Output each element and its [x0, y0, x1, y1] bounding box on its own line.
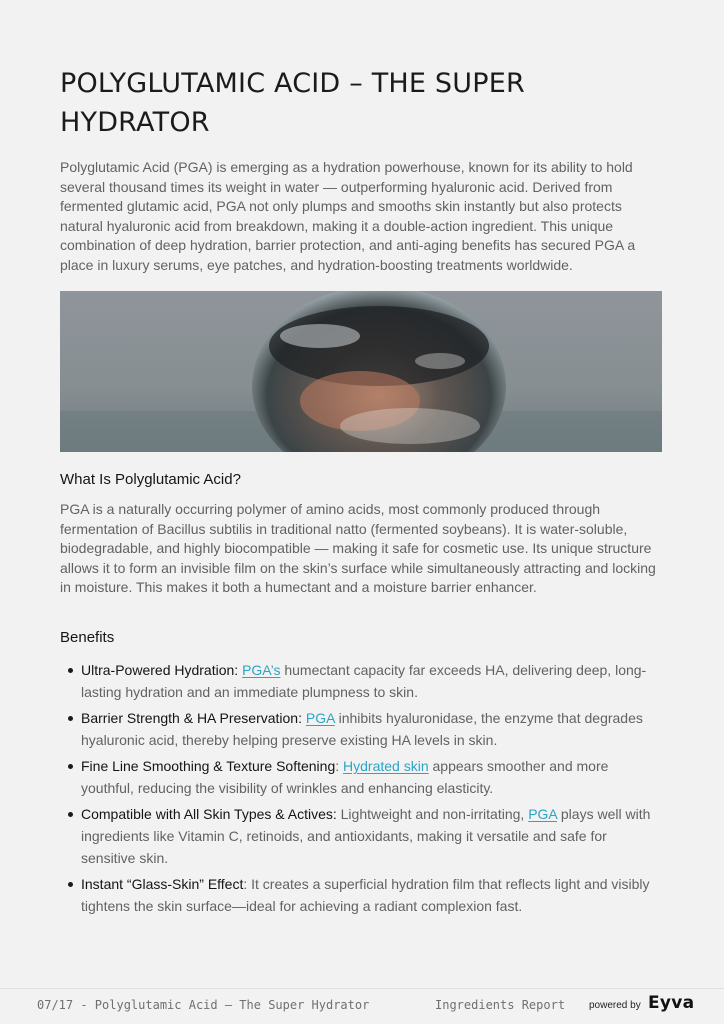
footer-report-label: Ingredients Report [435, 998, 566, 1012]
benefit-text: plays well with ingredients like Vitamin C, retinoids, and antioxidants, making it versatile and safe for sensitive skin. [81, 806, 651, 866]
benefit-link[interactable]: PGA [305, 710, 335, 726]
intro-paragraph: Polyglutamic Acid (PGA) is emerging as a hydration powerhouse, known for its ability to hold several thousand times its weight in water — outperforming hyaluronic acid. Derived from fermented glutamic acid, PGA not only plumps and smooths skin instantly but also protects natural hyaluronic acid from breakdown, making it a double-action ingredient. This unique combination of deep hydration, barrier protection, and anti-aging benefits has secured PGA a place in luxury serums, eye patches, and hydration-boosting treatments worldwide. [60, 159, 636, 273]
benefit-separator: Lightweight and non-irritating, [336, 806, 529, 822]
benefit-title: Ultra-Powered Hydration: [81, 662, 239, 678]
hero-image [60, 291, 662, 452]
brand-logo: Eyva [648, 993, 695, 1013]
benefit-title: Fine Line Smoothing & Texture Softening [81, 758, 336, 774]
footer-powered-by: powered by [589, 1000, 641, 1011]
what-is-heading: What Is Polyglutamic Acid? [60, 471, 241, 488]
benefit-link[interactable]: Hydrated skin [343, 758, 429, 774]
benefits-heading: Benefits [60, 629, 115, 646]
benefit-title: Compatible with All Skin Types & Actives: [81, 806, 337, 822]
benefit-title: Instant “Glass-Skin” Effect [81, 876, 244, 892]
benefit-text: : It creates a superficial hydration film that reflects light and visibly tightens the skin surface—ideal for achieving a radiant complexion fast. [81, 876, 650, 914]
benefit-item [60, 707, 662, 751]
benefit-item [60, 659, 662, 703]
page-title: POLYGLUTAMIC ACID – THE SUPER HYDRATOR [60, 68, 525, 138]
what-is-paragraph: PGA is a naturally occurring polymer of amino acids, most commonly produced through fermentation of Bacillus subtilis in traditional natto (fermented soybeans). It is water-soluble, biodegradable, and highly biocompatible — making it safe for cosmetic use. Its unique structure allows it to form an invisible film on the skin’s surface while simultaneously attracting and locking in moisture. This makes it both a humectant and a moisture barrier enhancer. [60, 501, 656, 596]
page-footer [0, 988, 724, 1024]
benefit-separator: : [335, 758, 344, 774]
benefit-item [60, 755, 662, 799]
benefit-title: Barrier Strength & HA Preservation: [81, 710, 302, 726]
water-droplet-image [60, 291, 662, 452]
benefit-text: appears smoother and more youthful, reducing the visibility of wrinkles and enhancing elasticity. [81, 758, 609, 796]
benefit-text: inhibits hyaluronidase, the enzyme that degrades hyaluronic acid, thereby helping preserve existing HA levels in skin. [81, 710, 643, 748]
benefit-item [60, 873, 662, 917]
benefit-link[interactable]: PGA’s [242, 662, 281, 678]
benefit-link[interactable]: PGA [528, 806, 557, 822]
benefit-text: humectant capacity far exceeds HA, delivering deep, long-lasting hydration and an immediate plumpness to skin. [81, 662, 647, 700]
benefit-item [60, 803, 662, 869]
benefits-list [60, 659, 662, 921]
footer-page-label: 07/17 - Polyglutamic Acid – The Super Hydrator [37, 998, 370, 1012]
